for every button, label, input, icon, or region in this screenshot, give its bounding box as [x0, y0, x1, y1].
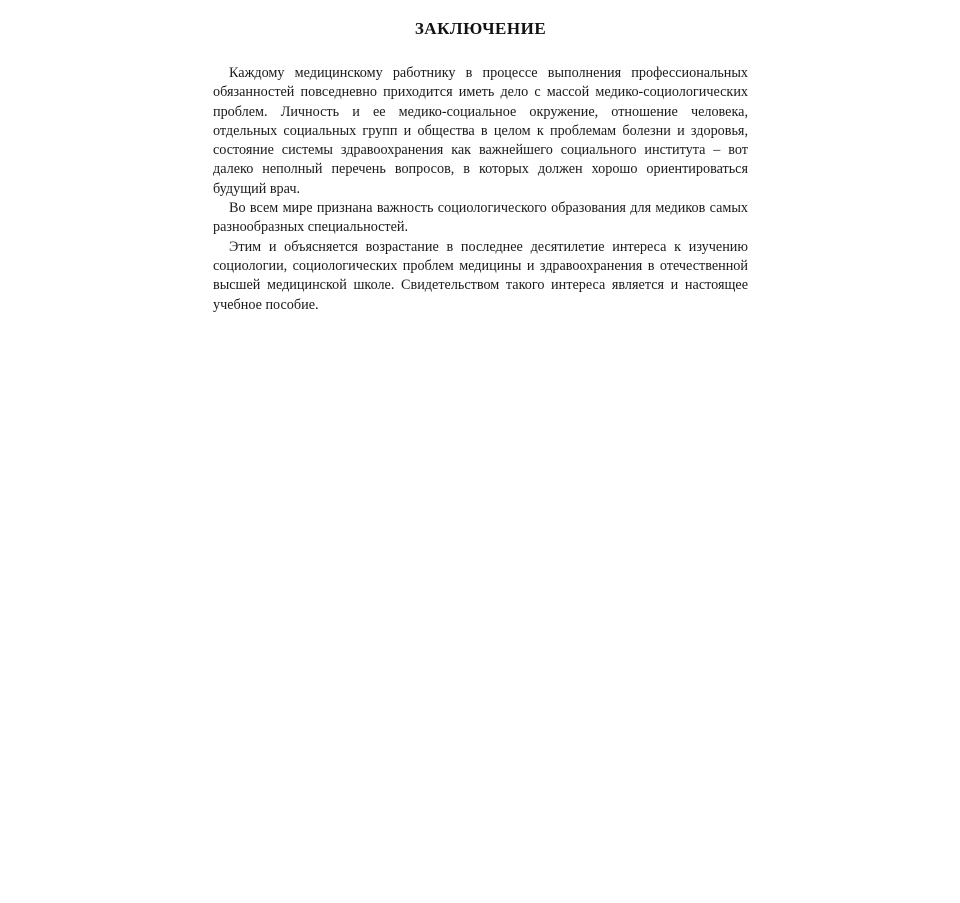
document-page [213, 18, 748, 315]
page-title: ЗАКЛЮЧЕНИЕ [414, 19, 547, 38]
paragraph-1: Каждому медицинскому работнику в процессе выполнения профессиональных обязанностей повседневно приходится иметь дело с массой медико-социологических проблем. Личность и ее медико-социальное окружение, отношение человека, отдельных социальных групп и общества в целом к проблемам болезни и здоровья, состояние системы здравоохранения как важнейшего социального института – вот далеко неполный перечень вопросов, в которых должен хорошо ориентироваться будущий врач. [213, 65, 748, 197]
paragraph-3: Этим и объясняется возрастание в последнее десятилетие интереса к изучению социологии, социологических проблем медицины и здравоохранения в отечественной высшей медицинской школе. Свидетельством такого интереса является и настоящее учебное пособие. [213, 238, 748, 313]
paragraph-2: Во всем мире признана важность социологического образования для медиков самых разнообразных специальностей. [213, 200, 748, 236]
